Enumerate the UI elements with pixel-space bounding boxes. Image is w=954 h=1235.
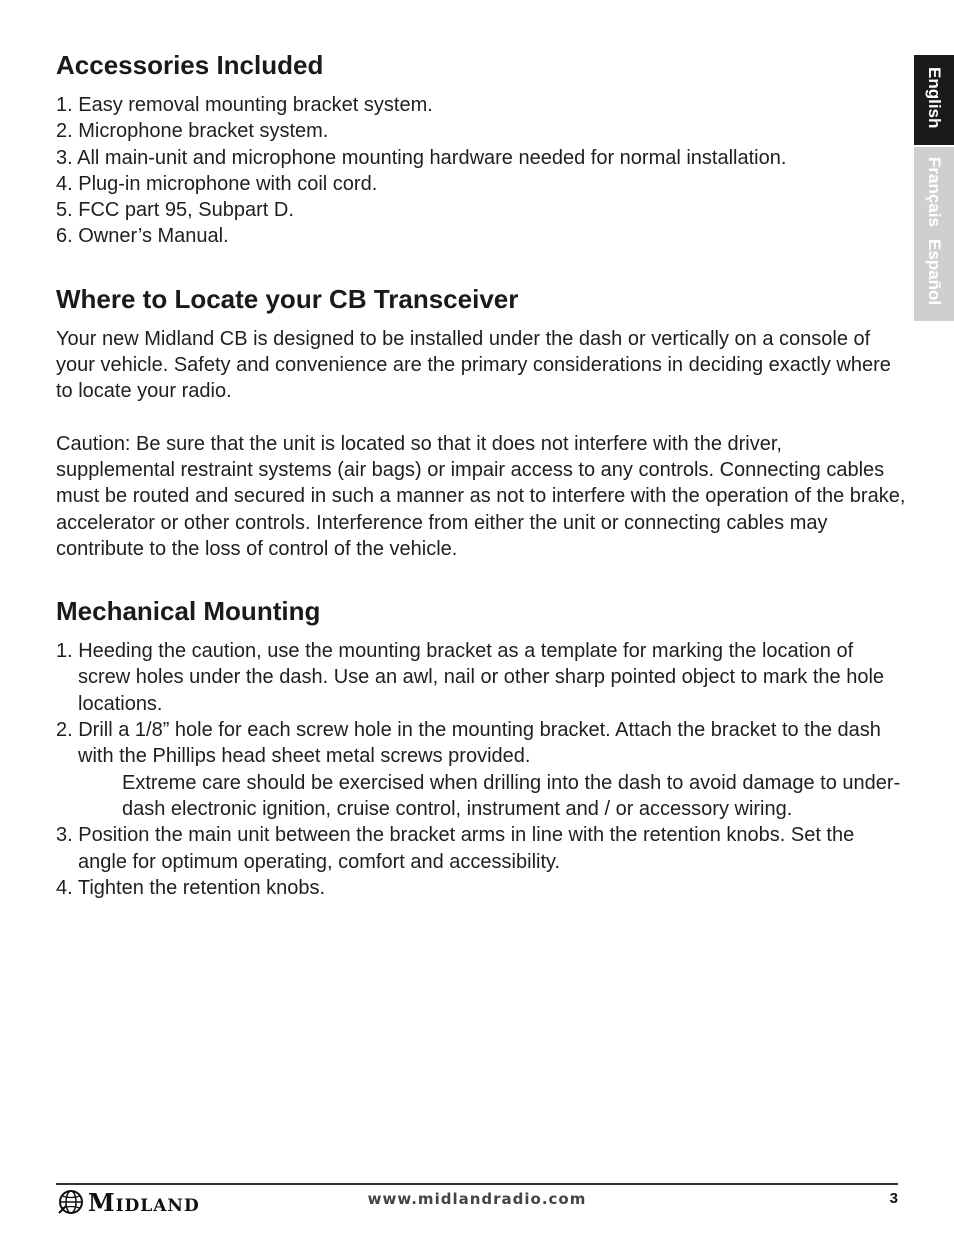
tab-francais[interactable]: Français (914, 147, 954, 235)
list-item: 4. Tighten the retention knobs. (56, 876, 326, 899)
step-text: 2. Drill a 1/8” hole for each screw hole in the mounting bracket. Attach the bracket to the dash with the Phillips head sheet metal screws provided. (56, 719, 881, 768)
section-mounting (56, 594, 906, 901)
list-item: 3. All main-unit and microphone mounting hardware needed for normal installation. (56, 146, 787, 169)
section-accessories (56, 48, 906, 250)
tab-espanol[interactable]: Español (914, 235, 954, 321)
list-item: 6. Owner’s Manual. (56, 225, 229, 248)
accessories-list (56, 92, 906, 250)
caution-paragraph: Caution: Be sure that the unit is located so that it does not interfere with the driver, supplemental restraint systems (air bags) or impair access to any controls. Connecting cables must be routed and secured in such a manner as not to interfere with the operation of the brake, accelerator or other controls. Interference from either the unit or connecting cables may contribute to the loss of control of the vehicle. (56, 432, 906, 560)
list-item: 3. Position the main unit between the bracket arms in line with the retention knobs. Set the angle for optimum operating, comfort and accessibility. (56, 824, 855, 873)
warning-note: Extreme care should be exercised when drilling into the dash to avoid damage to under-dash electronic ignition, cruise control, instrument and / or accessory wiring. (122, 771, 901, 820)
list-item: 4. Plug-in microphone with coil cord. (56, 172, 378, 195)
list-item: 1. Heeding the caution, use the mounting bracket as a template for marking the location of screw holes under the dash. Use an awl, nail or other sharp pointed object to mark the hole locations. (56, 640, 885, 715)
footer-divider (56, 1183, 898, 1185)
paragraph: Your new Midland CB is designed to be installed under the dash or vertically on a console of your vehicle. Safety and convenience are the primary considerations in deciding exactly where to locate your radio. (56, 327, 891, 403)
mounting-steps (56, 638, 906, 901)
page-content (56, 48, 906, 925)
section-title: Where to Locate your CB Transceiver (56, 283, 519, 314)
page-footer (56, 1186, 898, 1220)
page-number: 3 (889, 1190, 898, 1207)
list-item: 1. Easy removal mounting bracket system. (56, 94, 433, 116)
language-tabs (914, 55, 954, 321)
list-item (56, 717, 906, 822)
tab-english[interactable]: English (914, 55, 954, 145)
logo-wordmark: MIDLAND (88, 1187, 200, 1217)
list-item: 2. Microphone bracket system. (56, 120, 329, 143)
section-title: Accessories Included (56, 50, 324, 80)
list-item: 5. FCC part 95, Subpart D. (56, 199, 294, 222)
website-url[interactable]: www.midlandradio.com (367, 1190, 587, 1208)
section-title: Mechanical Mounting (56, 596, 321, 627)
section-locate (56, 282, 906, 562)
